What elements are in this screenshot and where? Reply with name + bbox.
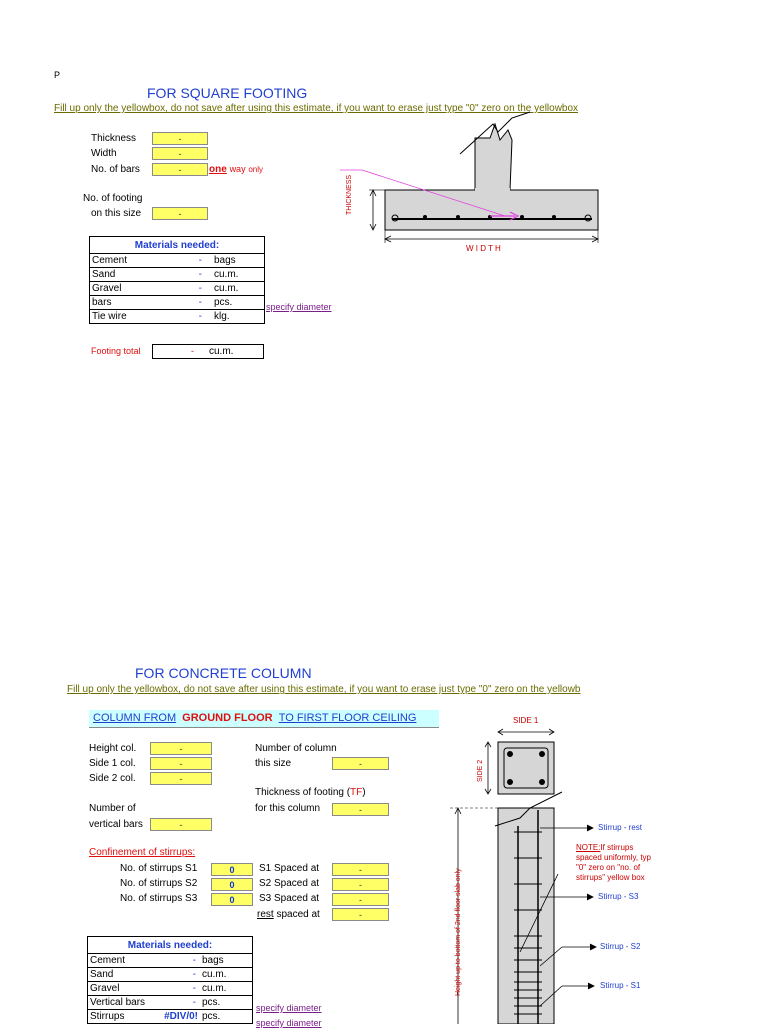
banner-prefix: COLUMN FROM [93, 712, 177, 724]
table-row: Cement - bags [90, 254, 265, 268]
s2-spaced-input[interactable]: - [332, 878, 389, 891]
thickness-input[interactable]: - [152, 132, 208, 145]
stirrup-s3-label: Stirrup - S3 [598, 892, 639, 901]
no-of-footing-label-1: No. of footing [83, 193, 143, 204]
stirrups-s2-input[interactable]: 0 [211, 878, 253, 891]
column-materials-table [87, 936, 253, 1024]
stirrup-s2-label: Stirrup - S2 [600, 942, 641, 951]
side2-col-label: Side 2 col. [89, 773, 136, 784]
confinement-label: Confinement of stirrups: [89, 847, 196, 858]
tf-input[interactable]: - [332, 803, 389, 816]
column-specify-diameter-link-2[interactable]: specify diameter [256, 1018, 322, 1028]
stirrups-s3-input[interactable]: 0 [211, 893, 253, 906]
footing-total-value: - [191, 346, 194, 356]
s2-spaced-label: S2 Spaced at [259, 878, 320, 889]
side2-dim-label: SIDE 2 [477, 759, 484, 782]
side1-col-input[interactable]: - [150, 757, 212, 770]
stirrups-s1-input[interactable]: 0 [211, 863, 253, 876]
s1-spaced-label: S1 Spaced at [259, 863, 320, 874]
footing-materials-header: Materials needed: [90, 237, 265, 254]
height-col-label: Height col. [89, 743, 137, 754]
table-row: Sand - cu.m. [88, 968, 253, 982]
thickness-label: Thickness [91, 133, 137, 144]
stirrup-s1-label: Stirrup - S1 [600, 981, 641, 990]
table-row: Vertical bars - pcs. [88, 996, 253, 1010]
banner-suffix: TO FIRST FLOOR CEILING [278, 712, 417, 724]
rest-spaced-label: rest spaced at [257, 909, 320, 920]
column-title: FOR CONCRETE COLUMN [135, 665, 312, 681]
side1-col-label: Side 1 col. [89, 758, 136, 769]
column-instruction: Fill up only the yellowbox, do not save after using this estimate, if you want to erase just type "0" zero on the yellowb [67, 684, 581, 695]
banner-mid: GROUND FLOOR [182, 712, 273, 724]
tf-label-3: for this column [255, 803, 321, 814]
footing-instruction: Fill up only the yellowbox, do not save after using this estimate, if you want to erase just type "0" zero on the yellowbox [54, 103, 579, 114]
table-row: Cement - bags [88, 954, 253, 968]
width-dim-label: W I D T H [466, 244, 501, 253]
no-of-footing-input[interactable]: - [152, 207, 208, 220]
one-way-note [209, 164, 263, 175]
table-row: Stirrups #DIV/0! pcs. [88, 1010, 253, 1024]
footing-title: FOR SQUARE FOOTING [147, 85, 308, 101]
rest-spaced-input[interactable]: - [332, 908, 389, 921]
footing-specify-diameter-link[interactable]: specify diameter [266, 302, 332, 312]
no-of-footing-label-2: on this size [91, 208, 142, 219]
page-marker: P [54, 70, 61, 80]
vertical-bars-label-2: vertical bars [89, 819, 143, 830]
stirrup-note: NOTE:If stirrups spaced uniformly, typ "0" zero on "no. of stirrups" yellow box [576, 843, 651, 882]
vertical-bars-input[interactable]: - [150, 818, 212, 831]
table-row: Sand - cu.m. [90, 268, 265, 282]
height-dim-label: Height up to bottom of 2nd floor slab only [455, 868, 462, 996]
one-way-only: only [248, 165, 264, 174]
width-input[interactable]: - [152, 147, 208, 160]
num-column-label-2: this size [255, 758, 292, 769]
stirrups-s1-label: No. of stirrups S1 [120, 863, 198, 874]
column-specify-diameter-link-1[interactable]: specify diameter [256, 1003, 322, 1013]
stirrups-s2-label: No. of stirrups S2 [120, 878, 198, 889]
s1-spaced-input[interactable]: - [332, 863, 389, 876]
one-way-prefix: one [209, 164, 227, 175]
side1-dim-label: SIDE 1 [513, 716, 539, 725]
table-row: Gravel - cu.m. [88, 982, 253, 996]
stirrups-s3-label: No. of stirrups S3 [120, 893, 198, 904]
column-materials-header: Materials needed: [88, 937, 253, 954]
footing-total-label: Footing total [91, 346, 141, 356]
tf-label: Thickness of footing (TF) [255, 787, 366, 798]
height-col-input[interactable]: - [150, 742, 212, 755]
footing-total-unit: cu.m. [209, 346, 234, 357]
footing-diagram [340, 110, 610, 260]
num-column-input[interactable]: - [332, 757, 389, 770]
s3-spaced-input[interactable]: - [332, 893, 389, 906]
no-of-bars-input[interactable]: - [152, 163, 208, 176]
stirrup-rest-label: Stirrup - rest [598, 823, 643, 832]
s3-spaced-label: S3 Spaced at [259, 893, 320, 904]
footing-total-box [152, 344, 264, 359]
thickness-dim-label: THICKNESS [346, 174, 353, 215]
num-column-label-1: Number of column [255, 743, 337, 754]
vertical-bars-label-1: Number of [89, 803, 136, 814]
no-of-bars-label: No. of bars [91, 164, 140, 175]
width-label: Width [91, 148, 117, 159]
column-banner [89, 710, 439, 728]
one-way-suffix: way [229, 164, 246, 174]
table-row: Tie wire - klg. [90, 310, 265, 324]
table-row: bars - pcs. [90, 296, 265, 310]
footing-materials-table [89, 236, 265, 324]
side2-col-input[interactable]: - [150, 772, 212, 785]
table-row: Gravel - cu.m. [90, 282, 265, 296]
